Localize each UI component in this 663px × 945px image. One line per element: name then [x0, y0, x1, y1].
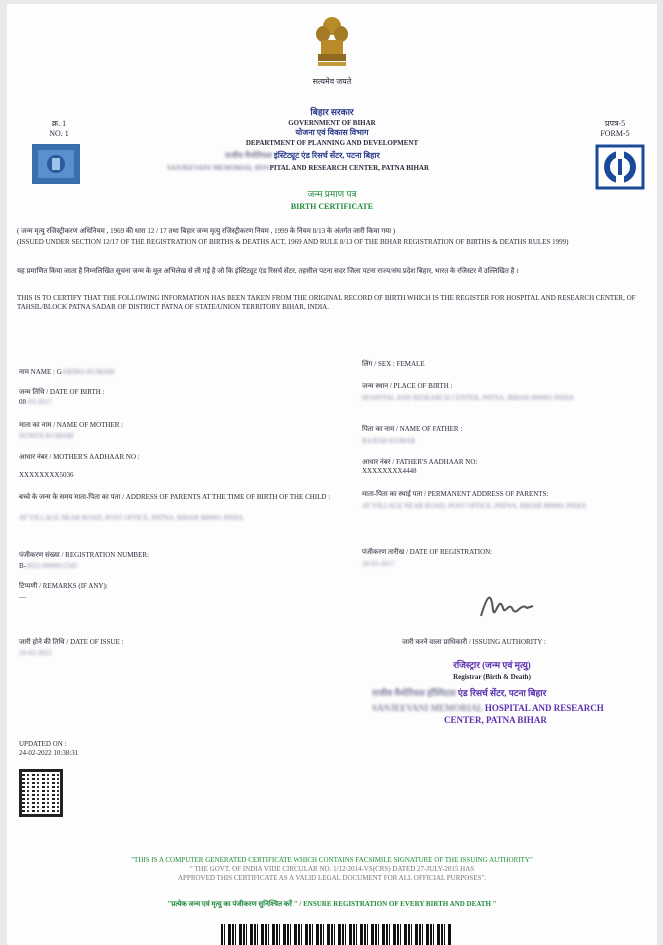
title-hindi: जन्म प्रमाण पत्र	[307, 189, 357, 199]
addr-birth-value: AT VILLAGE NEAR ROAD, POST OFFICE, PATNA, BIHAR 800001 INDIA	[19, 514, 244, 522]
national-emblem-icon	[310, 12, 354, 72]
reg-date-value: 28-03-2017	[362, 560, 395, 568]
certificate-no-hindi: क्र. 1	[51, 119, 67, 128]
registrar-hospital-en-2: CENTER, PATNA BIHAR	[444, 715, 547, 725]
reg-no-value: B-2022-0000012345	[19, 562, 78, 570]
remarks-label: टिप्पणी / REMARKS (IF ANY):	[19, 582, 108, 590]
govt-en: GOVERNMENT OF BIHAR	[288, 119, 376, 127]
addr-perm-value: AT VILLAGE NEAR ROAD, POST OFFICE, PATNA, BIHAR 800001 INDIA	[362, 502, 587, 510]
registrar-title-hindi: रजिस्ट्रार (जन्म एवं मृत्यु)	[453, 660, 531, 670]
pob-label: जन्म स्थान / PLACE OF BIRTH :	[362, 382, 453, 390]
father-label: पिता का नाम / NAME OF FATHER :	[362, 425, 463, 433]
dob-value: 08-03-2017	[19, 398, 52, 406]
certificate-page	[7, 4, 657, 945]
signature-icon	[477, 586, 537, 624]
footer-note-1: "THIS IS A COMPUTER GENERATED CERTIFICATE WHICH CONTAINS FACSIMILE SIGNATURE OF THE ISSUING AUTHORITY"	[131, 856, 533, 864]
certificate-no: NO. 1	[49, 129, 69, 138]
addr-perm-label: माता-पिता का स्थाई पता / PERMANENT ADDRESS OF PARENTS:	[362, 490, 549, 498]
dept-en: DEPARTMENT OF PLANNING AND DEVELOPMENT	[245, 139, 419, 147]
addr-birth-label: बच्चे के जन्म के समय माता-पिता का पता / ADDRESS OF PARENTS AT THE TIME OF BIRTH OF THE CHILD :	[19, 493, 331, 501]
act-en: (ISSUED UNDER SECTION 12/17 OF THE REGISTRATION OF BIRTHS & DEATHS ACT, 1969 AND RULE 8/13 OF THE BIHAR REGISTRATION OF BIRTHS & DEATHS RULES 1999)	[17, 238, 569, 246]
barcode-icon	[221, 924, 451, 945]
updated-label: UPDATED ON :	[19, 740, 67, 748]
dob-label: जन्म तिथि / DATE OF BIRTH :	[19, 388, 105, 396]
mother-aadhaar-label: आधार नंबर / MOTHER'S AADHAAR NO :	[19, 453, 140, 461]
sex-field: लिंग / SEX : FEMALE	[362, 360, 425, 368]
footer-note-2: " THE GOVT. OF INDIA VIDE CIRCULAR NO. 1/12/2014-VS(CRS) DATED 27-JULY-2015 HAS	[189, 865, 475, 873]
registrar-hospital-en-1: SANJEEVANI MEMORIAL HOSPITAL AND RESEARCH	[372, 703, 604, 713]
certify-hindi: यह प्रमाणित किया जाता है निम्नलिखित सूचना जन्म के मूल अभिलेख से ली गई है जो कि इंस्टिट्यूट एंड रिसर्च सेंटर, तहसील पटना सदर जिला पटना राज्य/संघ प्रदेश बिहार, भारत के रजिस्टर में उल्लिखित है ।	[17, 267, 519, 275]
registrar-hospital-hindi: राजीव मैमोरियल हॉस्पिटल एंड रिसर्च सेंटर, पटना बिहार	[372, 688, 547, 698]
dept-hindi: योजना एवं विकास विभाग	[295, 128, 369, 137]
crs-logo-icon	[595, 144, 645, 190]
remarks-value: —	[19, 593, 26, 601]
father-aadhaar-label: आधार नंबर / FATHER'S AADHAAR NO:	[362, 458, 478, 466]
registrar-title-en: Registrar (Birth & Death)	[453, 673, 531, 681]
issue-date-value: 24-02-2022	[19, 649, 52, 657]
issue-date-label: जारी होने की तिथि / DATE OF ISSUE :	[19, 638, 124, 646]
bihar-logo-icon	[32, 144, 80, 184]
mother-aadhaar-value: XXXXXXXX5036	[19, 471, 74, 479]
father-aadhaar-value: XXXXXXXX4448	[362, 467, 417, 475]
name-field: नाम NAME : GARIMA KUMARI	[19, 368, 115, 376]
mother-label: माता का नाम / NAME OF MOTHER :	[19, 421, 124, 429]
act-hindi: ( जन्म मृत्यु रजिस्ट्रीकरण अधिनियम , 1969 की धारा 12 / 17 तथा बिहार जन्म मृत्यु रजिस्ट्रीकरण नियम , 1999 के नियम 8/13 के अंतर्गत जारी किया गया )	[17, 227, 396, 235]
motto: सत्यमेव जयते	[312, 77, 352, 86]
certify-en: THIS IS TO CERTIFY THAT THE FOLLOWING INFORMATION HAS BEEN TAKEN FROM THE ORIGINAL RECORD OF BIRTH WHICH IS THE REGISTER FOR HOSPITAL AND RESEARCH CENTER, OF TAHSIL/BLOCK PATNA SADAR OF DISTRICT PATNA OF STATE/UNION TERRITORY BIHAR, INDIA.	[17, 294, 636, 311]
reg-no-label: पंजीकरण संख्या / REGISTRATION NUMBER:	[19, 551, 149, 559]
hospital-hindi: राजीव मैमोरियल इंस्टिट्यूट एंड रिसर्च सेंटर, पटना बिहार	[225, 151, 380, 160]
certificate-title: BIRTH CERTIFICATE	[290, 202, 374, 211]
qr-code-icon	[19, 769, 63, 817]
form-no-hindi: प्रपत्र-5	[604, 119, 626, 128]
reg-date-label: पंजीकरण तारीख / DATE OF REGISTRATION:	[362, 548, 493, 556]
hospital-en: SANJEEVANI MEMORIAL HOSPITAL AND RESEARCH CENTER, PATNA BIHAR	[167, 164, 430, 172]
govt-hindi: बिहार सरकार	[310, 107, 354, 117]
updated-value: 24-02-2022 10:38:31	[19, 749, 79, 757]
authority-label: जारी करने वाला प्राधिकारी / ISSUING AUTHORITY :	[402, 638, 546, 646]
father-value: RAJESH KUMAR	[362, 437, 416, 445]
pob-value: HOSPITAL AND RESEARCH CENTER, PATNA, BIHAR 800001 INDIA	[362, 394, 574, 402]
mother-value: SUNITA KUMARI	[19, 432, 74, 440]
footer-note-3: APPROVED THIS CERTIFICATE AS A VALID LEGAL DOCUMENT FOR ALL OFFICIAL PURPOSES".	[177, 874, 487, 882]
form-no: FORM-5	[600, 129, 630, 138]
footer-slogan: "प्रत्येक जन्म एवं मृत्यु का पंजीकरण सुनिश्चित करें " / ENSURE REGISTRATION OF EVERY BIRTH AND DEATH "	[167, 900, 497, 908]
